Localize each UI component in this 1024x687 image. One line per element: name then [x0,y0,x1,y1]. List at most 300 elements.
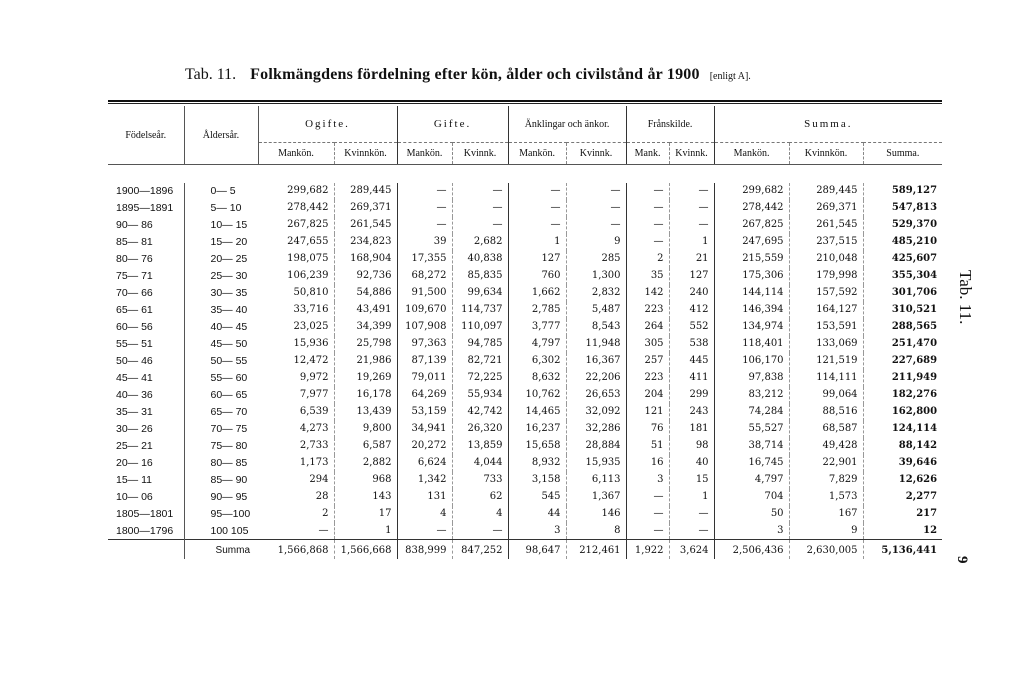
cell-sum-total: 425,607 [863,251,942,268]
birth-years-cell: 75— 71 [116,270,153,282]
cell-married-male: 53,159 [397,404,452,421]
cell-divorced-female: — [669,523,714,540]
cell-sum-female: 7,829 [789,472,863,489]
birth-years-cell: 20— 16 [116,457,153,469]
cell-divorced-female: 299 [669,387,714,404]
cell-widowed-female: — [566,200,626,217]
cell-married-female: 82,721 [452,353,508,370]
cell-divorced-male: 121 [626,404,669,421]
cell-sum-total: 529,370 [863,217,942,234]
cell-divorced-female: — [669,183,714,200]
cell-divorced-female: 243 [669,404,714,421]
cell-widowed-male: 2,785 [508,302,566,319]
cell-married-female: 4,044 [452,455,508,472]
cell-married-female: 99,634 [452,285,508,302]
cell-unmarried-male: 278,442 [287,202,329,213]
cell-sum-total: 355,304 [863,268,942,285]
cell-widowed-male: 44 [508,506,566,523]
cell-married-male: 1,342 [397,472,452,489]
cell-sum-total: 2,277 [863,489,942,506]
cell-sum-female: 269,371 [789,200,863,217]
cell-divorced-female: 1 [669,489,714,506]
cell-married-female: — [452,183,508,200]
cell-sum-female: 9 [789,523,863,540]
cell-sum-female: 153,591 [789,319,863,336]
cell-unmarried-male: 247,655 [287,236,329,247]
cell-married-male: — [397,523,452,540]
subheader-married-female: Kvinnk. [452,143,508,165]
cell-sum-male: 299,682 [714,183,789,200]
cell-widowed-female: 28,884 [566,438,626,455]
birth-years-cell: 40— 36 [116,389,153,401]
cell-sum-female: 121,519 [789,353,863,370]
birth-years-cell: 85— 81 [116,236,153,248]
table-row [108,336,942,353]
cell-married-male: — [397,217,452,234]
age-years-cell: 90— 95 [184,489,258,506]
cell-sum-female: 49,428 [789,438,863,455]
cell-unmarried-female: 54,886 [334,285,397,302]
cell-unmarried-female: 92,736 [334,268,397,285]
cell-married-male: 109,670 [397,302,452,319]
cell-unmarried-female: 13,439 [334,404,397,421]
cell-unmarried-female: 21,986 [334,353,397,370]
cell-widowed-male: 16,237 [508,421,566,438]
cell-widowed-male: 127 [508,251,566,268]
cell-unmarried-male: 2 [322,508,329,519]
cell-divorced-female: 98 [669,438,714,455]
cell-sum-female: 22,901 [789,455,863,472]
subheader-widowed-female: Kvinnk. [566,143,626,165]
cell-widowed-male: — [508,200,566,217]
cell-married-female: 55,934 [452,387,508,404]
birth-years-cell: 35— 31 [116,406,153,418]
subheader-unmarried-female: Kvinnkön. [334,143,397,165]
cell-unmarried-female: 143 [334,489,397,506]
cell-widowed-female: 26,653 [566,387,626,404]
cell-unmarried-male: 4,273 [299,423,329,434]
cell-unmarried-female: 19,269 [334,370,397,387]
side-table-label: Tab. 11. [956,270,975,325]
cell-unmarried-female: 261,545 [334,217,397,234]
cell-divorced-male: 223 [626,370,669,387]
cell-married-female: 42,742 [452,404,508,421]
cell-married-male: 20,272 [397,438,452,455]
cell-sum-male: 83,212 [714,387,789,404]
cell-married-male: 68,272 [397,268,452,285]
cell-married-male: 34,941 [397,421,452,438]
cell-sum-total: 589,127 [863,183,942,200]
table-row [108,472,942,489]
cell-unmarried-male: 15,936 [293,338,329,349]
cell-widowed-male: 8,632 [508,370,566,387]
subheader-sum-total: Summa. [863,143,942,165]
table-row [108,268,942,285]
cell-divorced-female: 181 [669,421,714,438]
cell-unmarried-female: 234,823 [334,234,397,251]
age-years-cell: 95—100 [184,506,258,523]
cell-sum-total: 301,706 [863,285,942,302]
cell-sum-total: 12 [863,523,942,540]
birth-years-cell: 1800—1796 [116,524,174,537]
cell-widowed-male: 4,797 [508,336,566,353]
cell-married-male: 107,908 [397,319,452,336]
cell-married-female: 13,859 [452,438,508,455]
age-years-cell: 75— 80 [184,438,258,455]
title-note: [enligt A]. [709,71,751,82]
cell-sum-female: 157,592 [789,285,863,302]
age-years-cell: 80— 85 [184,455,258,472]
cell-widowed-male: 3 [508,523,566,540]
cell-married-female: — [452,217,508,234]
age-years-cell: 0— 5 [184,183,258,200]
cell-unmarried-male: 299,682 [287,185,329,196]
cell-widowed-female: 15,935 [566,455,626,472]
population-table [108,106,942,559]
cell-married-female: 94,785 [452,336,508,353]
birth-years-cell: 50— 46 [116,355,153,367]
cell-unmarried-female: 269,371 [334,200,397,217]
table-row [108,404,942,421]
cell-divorced-female: 21 [669,251,714,268]
cell-widowed-male: 14,465 [508,404,566,421]
cell-widowed-female: 146 [566,506,626,523]
cell-divorced-female: — [669,506,714,523]
cell-unmarried-male: 28 [315,491,329,502]
cell-unmarried-female: 2,882 [334,455,397,472]
birth-years-cell: 1805—1801 [116,508,174,520]
cell-married-male: 17,355 [397,251,452,268]
total-blank [108,540,184,560]
header-unmarried: Ogifte. [258,106,397,143]
title-text: Folkmängdens fördelning efter kön, ålder och civilstånd år 1900 [250,66,700,83]
cell-divorced-female: 411 [669,370,714,387]
table-row [108,183,942,200]
cell-divorced-female: 412 [669,302,714,319]
cell-unmarried-male: 2,733 [299,440,329,451]
cell-married-male: 97,363 [397,336,452,353]
subheader-divorced-male: Mank. [626,143,669,165]
table-row [108,489,942,506]
cell-unmarried-male: 33,716 [293,304,329,315]
cell-sum-total: 124,114 [863,421,942,438]
cell-sum-male: 134,974 [714,319,789,336]
cell-divorced-male: — [626,506,669,523]
age-years-cell: 60— 65 [184,387,258,404]
cell-widowed-female: 1,300 [566,268,626,285]
cell-sum-male: 247,695 [714,234,789,251]
cell-married-female: — [452,523,508,540]
age-years-cell: 10— 15 [184,217,258,234]
cell-sum-female: 167 [789,506,863,523]
table-row [108,200,942,217]
cell-sum-total: 88,142 [863,438,942,455]
top-rule-thin [108,103,942,104]
cell-unmarried-female: 16,178 [334,387,397,404]
cell-sum-total: 547,813 [863,200,942,217]
total-sum-total: 5,136,441 [863,540,942,560]
birth-years-cell: 10— 06 [116,491,153,503]
cell-married-male: 79,011 [397,370,452,387]
cell-divorced-female: — [669,217,714,234]
table-row [108,387,942,404]
cell-widowed-female: 285 [566,251,626,268]
table-row [108,523,942,540]
total-divorced-female: 3,624 [669,540,714,560]
cell-sum-total: 211,949 [863,370,942,387]
cell-unmarried-male: 198,075 [287,253,329,264]
age-years-cell: 35— 40 [184,302,258,319]
cell-divorced-male: 3 [626,472,669,489]
header-age-years: Åldersår. [184,106,258,165]
cell-unmarried-male: 9,972 [299,372,329,383]
birth-years-cell: 90— 86 [116,219,153,231]
cell-married-female: 114,737 [452,302,508,319]
cell-unmarried-female: 43,491 [334,302,397,319]
cell-sum-male: 704 [714,489,789,506]
total-label: Summa [184,540,258,560]
total-unmarried-male: 1,566,868 [258,540,334,560]
table-row [108,455,942,472]
birth-years-cell: 70— 66 [116,287,153,299]
cell-widowed-male: 1,662 [508,285,566,302]
cell-sum-total: 12,626 [863,472,942,489]
cell-divorced-male: — [626,489,669,506]
cell-sum-male: 215,559 [714,251,789,268]
cell-married-male: — [397,183,452,200]
header-spacer [108,165,942,183]
cell-married-male: 4 [397,506,452,523]
birth-years-cell: 80— 76 [116,253,153,265]
cell-widowed-female: 8,543 [566,319,626,336]
cell-married-male: 6,624 [397,455,452,472]
cell-sum-male: 16,745 [714,455,789,472]
cell-widowed-female: — [566,217,626,234]
total-widowed-male: 98,647 [508,540,566,560]
cell-sum-total: 217 [863,506,942,523]
birth-years-cell: 60— 56 [116,321,153,333]
cell-sum-male: 144,114 [714,285,789,302]
cell-divorced-female: 15 [669,472,714,489]
cell-widowed-male: 8,932 [508,455,566,472]
cell-divorced-male: — [626,234,669,251]
cell-sum-male: 4,797 [714,472,789,489]
cell-sum-total: 39,646 [863,455,942,472]
cell-widowed-female: — [566,183,626,200]
cell-sum-female: 210,048 [789,251,863,268]
cell-divorced-female: 1 [669,234,714,251]
cell-married-male: 87,139 [397,353,452,370]
cell-married-female: — [452,200,508,217]
cell-unmarried-female: 289,445 [334,183,397,200]
total-sum-female: 2,630,005 [789,540,863,560]
cell-divorced-female: 240 [669,285,714,302]
cell-sum-female: 68,587 [789,421,863,438]
birth-years-cell: 45— 41 [116,372,153,384]
cell-sum-male: 50 [714,506,789,523]
cell-divorced-male: — [626,217,669,234]
cell-divorced-male: 305 [626,336,669,353]
cell-sum-male: 3 [714,523,789,540]
total-married-female: 847,252 [452,540,508,560]
total-widowed-female: 212,461 [566,540,626,560]
cell-divorced-male: 204 [626,387,669,404]
age-years-cell: 40— 45 [184,319,258,336]
header-birth-years: Födelseår. [108,106,184,165]
cell-sum-total: 251,470 [863,336,942,353]
cell-widowed-male: 3,777 [508,319,566,336]
cell-divorced-female: 552 [669,319,714,336]
cell-married-male: 39 [397,234,452,251]
cell-unmarried-male: 106,239 [287,270,329,281]
cell-sum-male: 38,714 [714,438,789,455]
header-sum: Summa. [714,106,942,143]
cell-divorced-male: 264 [626,319,669,336]
total-married-male: 838,999 [397,540,452,560]
table-row [108,234,942,251]
cell-widowed-female: 32,286 [566,421,626,438]
cell-sum-female: 114,111 [789,370,863,387]
birth-years-cell: 30— 26 [116,423,153,435]
page-number: 9 [954,556,970,564]
cell-married-male: 64,269 [397,387,452,404]
cell-widowed-female: 8 [566,523,626,540]
cell-unmarried-male: 1,173 [299,457,329,468]
cell-sum-total: 485,210 [863,234,942,251]
cell-divorced-male: 223 [626,302,669,319]
header-divorced: Frånskilde. [626,106,714,143]
table-row [108,285,942,302]
cell-widowed-female: 9 [566,234,626,251]
cell-divorced-female: — [669,200,714,217]
cell-divorced-male: 142 [626,285,669,302]
cell-sum-male: 74,284 [714,404,789,421]
cell-widowed-female: 11,948 [566,336,626,353]
table-row [108,438,942,455]
cell-unmarried-male: 294 [309,474,329,485]
subheader-widowed-male: Mankön. [508,143,566,165]
cell-widowed-male: 6,302 [508,353,566,370]
cell-sum-male: 278,442 [714,200,789,217]
cell-married-female: 85,835 [452,268,508,285]
cell-married-female: 110,097 [452,319,508,336]
cell-unmarried-female: 34,399 [334,319,397,336]
cell-married-female: 733 [452,472,508,489]
table-title [185,66,751,84]
cell-widowed-female: 22,206 [566,370,626,387]
cell-sum-female: 133,069 [789,336,863,353]
cell-sum-total: 162,800 [863,404,942,421]
cell-divorced-female: 40 [669,455,714,472]
cell-sum-female: 99,064 [789,387,863,404]
birth-years-cell: 1895—1891 [116,202,174,214]
table-number: Tab. 11. [185,66,237,83]
age-years-cell: 45— 50 [184,336,258,353]
cell-widowed-female: 5,487 [566,302,626,319]
birth-years-cell: 1900—1896 [116,185,174,197]
cell-widowed-male: 760 [508,268,566,285]
cell-sum-male: 267,825 [714,217,789,234]
table-row [108,370,942,387]
total-unmarried-female: 1,566,668 [334,540,397,560]
age-years-cell: 100 105 [184,523,258,540]
birth-years-cell: 55— 51 [116,338,153,350]
cell-unmarried-male: 267,825 [287,219,329,230]
cell-divorced-male: 35 [626,268,669,285]
subheader-divorced-female: Kvinnk. [669,143,714,165]
cell-unmarried-female: 9,800 [334,421,397,438]
cell-sum-male: 146,394 [714,302,789,319]
cell-married-female: 40,838 [452,251,508,268]
cell-unmarried-female: 968 [334,472,397,489]
cell-sum-total: 182,276 [863,387,942,404]
cell-divorced-male: 16 [626,455,669,472]
cell-widowed-male: — [508,183,566,200]
cell-married-female: 2,682 [452,234,508,251]
subheader-married-male: Mankön. [397,143,452,165]
cell-unmarried-male: 7,977 [299,389,329,400]
cell-divorced-male: — [626,523,669,540]
cell-sum-male: 55,527 [714,421,789,438]
cell-sum-total: 310,521 [863,302,942,319]
age-years-cell: 5— 10 [184,200,258,217]
age-years-cell: 30— 35 [184,285,258,302]
cell-widowed-female: 1,367 [566,489,626,506]
cell-unmarried-female: 6,587 [334,438,397,455]
cell-widowed-male: 15,658 [508,438,566,455]
cell-married-male: — [397,200,452,217]
cell-widowed-male: 3,158 [508,472,566,489]
cell-sum-female: 289,445 [789,183,863,200]
cell-unmarried-male: 12,472 [293,355,329,366]
cell-married-male: 91,500 [397,285,452,302]
cell-divorced-male: 51 [626,438,669,455]
cell-unmarried-male: — [318,524,329,536]
cell-widowed-female: 2,832 [566,285,626,302]
table-row [108,302,942,319]
cell-widowed-male: 1 [508,234,566,251]
age-years-cell: 65— 70 [184,404,258,421]
cell-unmarried-male: 23,025 [293,321,329,332]
cell-sum-male: 118,401 [714,336,789,353]
age-years-cell: 25— 30 [184,268,258,285]
age-years-cell: 15— 20 [184,234,258,251]
cell-widowed-female: 16,367 [566,353,626,370]
birth-years-cell: 15— 11 [116,474,152,486]
cell-widowed-male: 545 [508,489,566,506]
cell-married-female: 26,320 [452,421,508,438]
cell-sum-male: 175,306 [714,268,789,285]
cell-sum-female: 164,127 [789,302,863,319]
top-rule [108,100,942,102]
age-years-cell: 70— 75 [184,421,258,438]
cell-divorced-female: 127 [669,268,714,285]
cell-married-female: 62 [452,489,508,506]
table-row [108,353,942,370]
table-row [108,506,942,523]
cell-sum-female: 88,516 [789,404,863,421]
cell-sum-female: 1,573 [789,489,863,506]
cell-married-male: 131 [397,489,452,506]
cell-sum-female: 237,515 [789,234,863,251]
total-sum-male: 2,506,436 [714,540,789,560]
cell-divorced-male: — [626,183,669,200]
cell-unmarried-female: 25,798 [334,336,397,353]
cell-sum-total: 288,565 [863,319,942,336]
table-row [108,251,942,268]
age-years-cell: 50— 55 [184,353,258,370]
cell-sum-female: 261,545 [789,217,863,234]
